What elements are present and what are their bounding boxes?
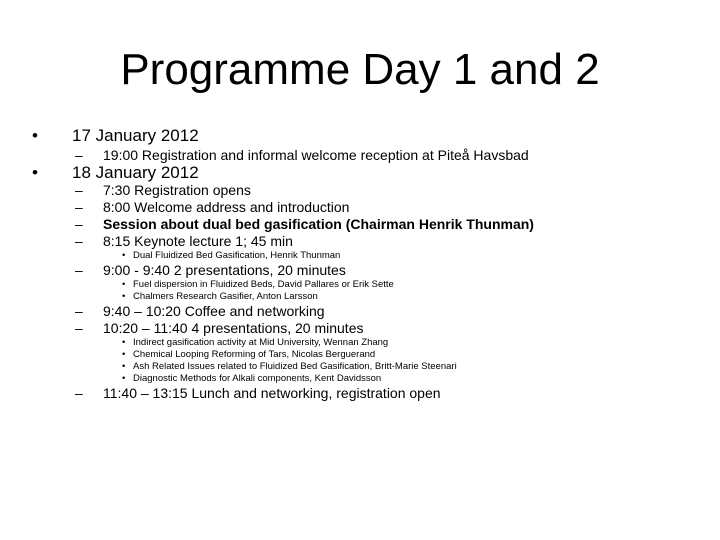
dash-marker: –: [75, 182, 83, 198]
day2-item: 7:30 Registration opens: [103, 182, 251, 198]
bullet-marker: •: [122, 373, 126, 384]
talk-item: Ash Related Issues related to Fluidized Bed Gasification, Britt-Marie Steenari: [133, 361, 457, 372]
day1-heading: 17 January 2012: [72, 126, 199, 145]
bullet-marker: •: [122, 337, 126, 348]
dash-marker: –: [75, 262, 83, 278]
dash-marker: –: [75, 147, 83, 163]
block2-label: 9:00 - 9:40 2 presentations, 20 minutes: [103, 262, 346, 278]
dash-marker: –: [75, 216, 83, 232]
dash-marker: –: [75, 303, 83, 319]
coffee-item: 9:40 – 10:20 Coffee and networking: [103, 303, 325, 319]
bullet-marker: •: [122, 250, 126, 261]
block4-label: 10:20 – 11:40 4 presentations, 20 minutes: [103, 320, 364, 336]
day2-item: 8:15 Keynote lecture 1; 45 min: [103, 233, 293, 249]
slide-title: Programme Day 1 and 2: [120, 45, 600, 94]
talk-item: Chalmers Research Gasifier, Anton Larsson: [133, 291, 318, 302]
bullet-marker: •: [122, 361, 126, 372]
talk-item: Diagnostic Methods for Alkali components, Kent Davidsson: [133, 373, 382, 384]
bullet-marker: •: [122, 291, 126, 302]
day1-item: 19:00 Registration and informal welcome reception at Piteå Havsbad: [103, 147, 529, 163]
bullet-marker: •: [32, 126, 38, 145]
bullet-marker: •: [32, 163, 38, 182]
talk-item: Fuel dispersion in Fluidized Beds, David Pallares or Erik Sette: [133, 279, 394, 290]
talk-item: Chemical Looping Reforming of Tars, Nicolas Berguerand: [133, 349, 376, 360]
dash-marker: –: [75, 385, 83, 401]
lunch-item: 11:40 – 13:15 Lunch and networking, registration open: [103, 385, 441, 401]
dash-marker: –: [75, 320, 83, 336]
bullet-marker: •: [122, 349, 126, 360]
bullet-marker: •: [122, 279, 126, 290]
talk-item: Dual Fluidized Bed Gasification, Henrik Thunman: [133, 250, 341, 261]
dash-marker: –: [75, 199, 83, 215]
day2-session-heading: Session about dual bed gasification (Chairman Henrik Thunman): [103, 216, 534, 232]
talk-item: Indirect gasification activity at Mid University, Wennan Zhang: [133, 337, 389, 348]
day2-item: 8:00 Welcome address and introduction: [103, 199, 350, 215]
dash-marker: –: [75, 233, 83, 249]
day2-heading: 18 January 2012: [72, 163, 199, 182]
